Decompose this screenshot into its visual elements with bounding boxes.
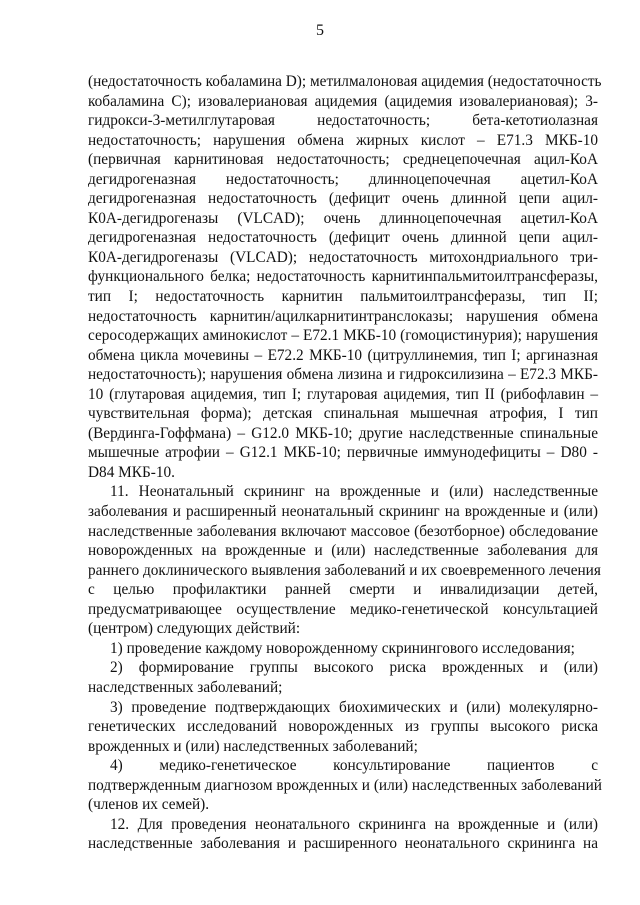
- text-line: недостаточность карнитин/ацилкарнитинтранслоказы; нарушения обмена: [88, 307, 598, 325]
- list-item-3: 3) проведение подтверждающих биохимических и (или) молекулярно-: [110, 698, 598, 716]
- text-line: кобаламина C); изовалериановая ацидемия (ацидемия изовалериановая); 3-: [88, 92, 598, 110]
- text-line: наследственных заболеваний;: [88, 678, 283, 696]
- text-line: К0А-дегидрогеназы (VLCAD); недостаточность митохондриального три-: [88, 248, 598, 266]
- text-line: гидрокси-3-метилглутаровая недостаточность; бета-кетотиолазная: [88, 112, 598, 130]
- text-line: недостаточность); нарушения обмена лизина и гидроксилизина – E72.3 МКБ-: [88, 366, 598, 384]
- text-line: чувствительная форма); детская спинальная мышечная атрофия, I тип: [88, 405, 598, 423]
- list-item-1: 1) проведение каждому новорожденному скринингового исследования;: [110, 639, 575, 657]
- text-line: обмена цикла мочевины – E72.2 МКБ-10 (цитруллинемия, тип I; аргиназная: [88, 346, 598, 364]
- text-line: дегидрогеназная недостаточность; длинноцепочечная ацетил-КоА: [88, 170, 598, 188]
- text-line: D84 МКБ-10.: [88, 463, 175, 481]
- text-line: подтвержденным диагнозом врожденных и (или) наследственных заболеваний: [88, 776, 602, 794]
- text-line: серосодержащих аминокислот – E72.1 МКБ-10 (гомоцистинурия); нарушения: [88, 327, 598, 345]
- text-line: наследственные заболевания и расширенного неонатального скрининга на: [88, 835, 598, 853]
- text-line: мышечные атрофии – G12.1 МКБ-10; первичные иммунодефициты – D80 -: [88, 444, 598, 462]
- document-body: [88, 72, 602, 854]
- list-item-2: 2) формирование группы высокого риска врожденных и (или): [110, 659, 598, 677]
- text-line: (первичная карнитиновая недостаточность; среднецепочечная ацил-КоА: [88, 151, 598, 169]
- text-line: предусматривающее осуществление медико-генетической консультацией: [88, 600, 598, 618]
- text-line: врожденных и (или) наследственных заболеваний;: [88, 737, 418, 755]
- text-line: наследственные заболевания включают массовое (безотборное) обследование: [88, 522, 598, 540]
- text-line: недостаточность; нарушения обмена жирных кислот – E71.3 МКБ-10: [88, 131, 598, 149]
- list-item-4: 4) медико-генетическое консультирование пациентов с: [110, 757, 598, 775]
- text-line: тип I; недостаточность карнитин пальмитоилтрансферазы, тип II;: [88, 288, 598, 306]
- text-line: функционального белка; недостаточность карнитинпальмитоилтрансферазы,: [88, 268, 598, 286]
- text-line: дегидрогеназная недостаточность (дефицит очень длинной цепи ацил-: [88, 229, 598, 247]
- paragraph-11-first-line: 11. Неонатальный скрининг на врожденные и (или) наследственные: [110, 483, 598, 501]
- text-line: новорожденных на врожденные и (или) наследственные заболевания для: [88, 542, 598, 560]
- text-line: раннего доклинического выявления заболеваний и их своевременного лечения: [88, 561, 601, 579]
- text-line: генетических исследований новорожденных из группы высокого риска: [88, 718, 598, 736]
- text-line: (Вердинга-Гоффмана) – G12.0 МКБ-10; другие наследственные спинальные: [88, 424, 598, 442]
- text-line: с целью профилактики ранней смерти и инвалидизации детей,: [88, 581, 598, 599]
- text-line: (членов их семей).: [88, 796, 210, 814]
- text-line: 10 (глутаровая ацидемия, тип I; глутаровая ацидемия, тип II (рибофлавин –: [88, 385, 598, 403]
- text-line: К0А-дегидрогеназы (VLCAD); очень длинноцепочечная ацетил-КоА: [88, 209, 598, 227]
- paragraph-12-first-line: 12. Для проведения неонатального скрининга на врожденные и (или): [110, 815, 598, 833]
- text-line: дегидрогеназная недостаточность (дефицит очень длинной цепи ацил-: [88, 190, 598, 208]
- text-line: (недостаточность кобаламина D); метилмалоновая ацидемия (недостаточность: [88, 73, 602, 90]
- text-line: (центром) следующих действий:: [88, 620, 301, 638]
- text-line: заболевания и расширенный неонатальный скрининг на врожденные и (или): [88, 503, 598, 521]
- page-number: 5: [316, 22, 324, 39]
